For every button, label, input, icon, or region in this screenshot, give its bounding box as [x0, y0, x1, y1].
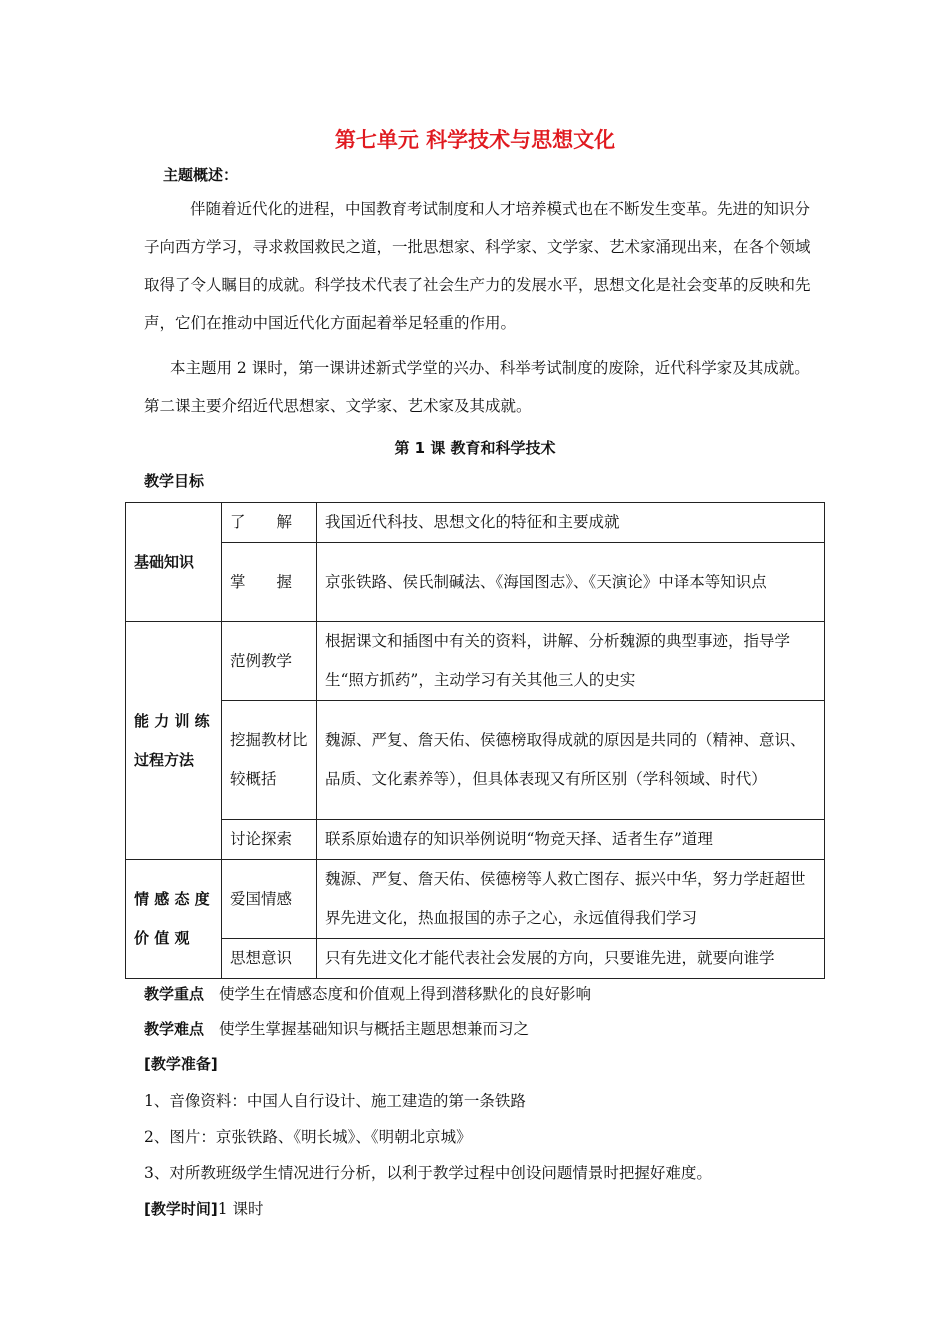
prep-item: 1、音像资料：中国人自行设计、施工建造的第一条铁路 — [144, 1092, 526, 1110]
difficult-point-text: 使学生掌握基础知识与概括主题思想兼而习之 — [218, 1020, 529, 1038]
table-row — [126, 939, 825, 979]
unit-title: 第七单元 科学技术与思想文化 — [334, 128, 616, 152]
category-ability: 能 力 训 练 过程方法 — [126, 622, 222, 860]
sub-discussion: 讨论探索 — [222, 820, 317, 860]
desc-master: 京张铁路、侯氏制碱法、《海国图志》、《天演论》中译本等知识点 — [317, 543, 825, 622]
time-text: 1 课时 — [217, 1200, 264, 1218]
key-point-label: 教学重点 — [144, 985, 205, 1003]
table-row — [126, 701, 825, 820]
table-row — [126, 543, 825, 622]
prep-item: 2、图片：京张铁路、《明长城》、《明朝北京城》 — [144, 1128, 472, 1146]
table-row — [126, 503, 825, 543]
desc-patriotism: 魏源、严复、詹天佑、侯德榜等人救亡图存、振兴中华，努力学赶超世界先进文化，热血报国的赤子之心，永远值得我们学习 — [317, 860, 825, 939]
table-row — [126, 820, 825, 860]
overview-paragraph-2: 本主题用 2 课时，第一课讲述新式学堂的兴办、科举考试制度的废除，近代科学家及其成就。第二课主要介绍近代思想家、文学家、艺术家及其成就。 — [144, 359, 810, 415]
time-line — [144, 1197, 264, 1219]
category-basic-knowledge: 基础知识 — [126, 503, 222, 622]
key-point-text: 使学生在情感态度和价值观上得到潜移默化的良好影响 — [218, 985, 591, 1003]
category-emotion: 情 感 态 度 价 值 观 — [126, 860, 222, 979]
desc-compare: 魏源、严复、詹天佑、侯德榜取得成就的原因是共同的（精神、意识、品质、文化素养等），但具体表现又有所区别（学科领域、时代） — [317, 701, 825, 820]
key-point-line — [144, 982, 591, 1004]
difficult-point-line — [144, 1017, 529, 1039]
sub-compare: 挖掘教材比较概括 — [222, 701, 317, 820]
overview-label: 主题概述： — [163, 166, 239, 184]
desc-ideology: 只有先进文化才能代表社会发展的方向，只要谁先进，就要向谁学 — [317, 939, 825, 979]
sub-understand: 了 解 — [222, 503, 317, 543]
goals-label: 教学目标 — [144, 472, 205, 490]
difficult-point-label: 教学难点 — [144, 1020, 205, 1038]
sub-patriotism: 爱国情感 — [222, 860, 317, 939]
sub-master: 掌 握 — [222, 543, 317, 622]
time-label: [教学时间] — [144, 1200, 218, 1218]
sub-example-teaching: 范例教学 — [222, 622, 317, 701]
prep-item: 3、对所教班级学生情况进行分析，以利于教学过程中创设问题情景时把握好难度。 — [144, 1164, 712, 1182]
desc-example-teaching: 根据课文和插图中有关的资料，讲解、分析魏源的典型事迹，指导学生“照方抓药”，主动学习有关其他三人的史实 — [317, 622, 825, 701]
desc-understand: 我国近代科技、思想文化的特征和主要成就 — [317, 503, 825, 543]
lesson-title: 第 1 课 教育和科学技术 — [394, 439, 556, 457]
table-row — [126, 622, 825, 701]
overview-paragraph-1: 伴随着近代化的进程，中国教育考试制度和人才培养模式也在不断发生变革。先进的知识分子向西方学习，寻求救国救民之道，一批思想家、科学家、文学家、艺术家涌现出来，在各个领域取得了令人瞩目的成就。科学技术代表了社会生产力的发展水平，思想文化是社会变革的反映和先声，它们在推动中国近代化方面起着举足轻重的作用。 — [144, 200, 811, 332]
sub-ideology: 思想意识 — [222, 939, 317, 979]
desc-discussion: 联系原始遗存的知识举例说明“物竞天择、适者生存”道理 — [317, 820, 825, 860]
prep-label: [教学准备] — [144, 1055, 218, 1073]
goals-table — [125, 502, 825, 979]
table-row — [126, 860, 825, 939]
